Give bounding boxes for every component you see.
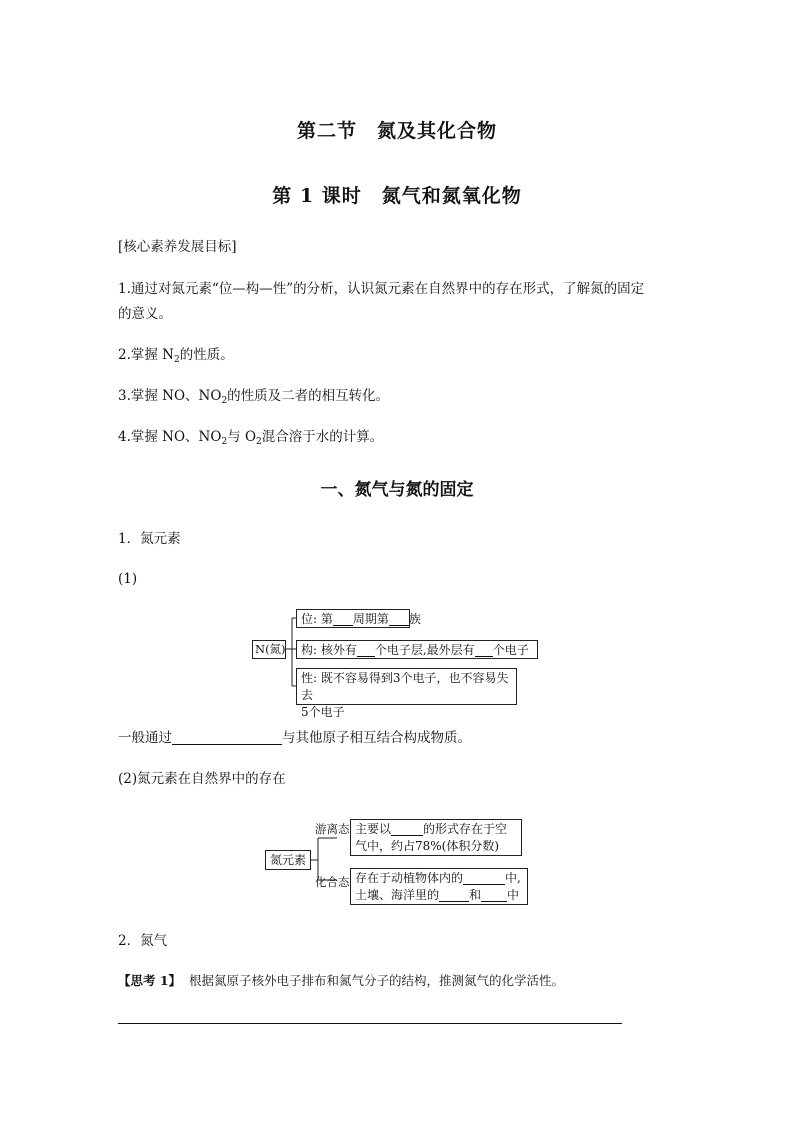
combined-state-text-mid: 中, <box>505 871 521 885</box>
combined-state-label: 化合态 <box>315 875 350 889</box>
free-state-line-2: 气中，约占78%(体积分数) <box>355 839 500 853</box>
bonding-text-end: 与其他原子相互结合构成物质。 <box>282 730 471 746</box>
soil-compound-blank-2[interactable] <box>481 887 507 902</box>
goal-4-text-end: 混合溶于水的计算。 <box>261 429 384 445</box>
nitrogen-element-root-box: 氮元素 <box>265 850 311 870</box>
structure-text-end: 个电子 <box>492 643 529 657</box>
soil-compound-blank-1[interactable] <box>439 887 469 902</box>
position-text-end: 族 <box>408 612 421 626</box>
goal-3-text: 3.掌握 NO、NO <box>118 388 222 404</box>
goal-1-line-2: 的意义。 <box>118 306 172 322</box>
item-1-2-label: (2)氮元素在自然界中的存在 <box>118 771 286 787</box>
position-text: 位: 第 <box>301 612 333 626</box>
organism-compound-blank[interactable] <box>463 870 505 885</box>
item-1-1-label: (1) <box>118 571 138 587</box>
think-1 <box>118 970 564 992</box>
goal-4-subscript-1: 2 <box>221 437 228 447</box>
combined-state-and: 和 <box>469 888 482 902</box>
goal-2-text: 2.掌握 N <box>118 347 174 363</box>
combined-state-text-end: 中 <box>507 888 520 902</box>
combined-state-box <box>350 868 528 905</box>
goal-1-line-1: 1.通过对氮元素“位—构—性”的分析，认识氮元素在自然界中的存在形式，了解氮的固定 <box>118 281 645 297</box>
property-line-2: 5个电子 <box>301 705 345 719</box>
goals-heading: [核心素养发展目标] <box>118 239 237 255</box>
item-1-heading: 1．氮元素 <box>118 531 181 547</box>
structure-text-mid: 个电子层,最外层有 <box>374 643 475 657</box>
free-state-text: 主要以 <box>355 822 392 836</box>
goal-4-subscript-2: 2 <box>256 437 262 447</box>
lesson-title: 第 1 课时 氮气和氮氧化物 <box>272 185 522 207</box>
free-state-label: 游离态 <box>315 822 350 836</box>
free-state-box <box>350 819 522 856</box>
free-form-blank[interactable] <box>391 821 423 836</box>
goal-3-text-end: 的性质及二者的相互转化。 <box>227 388 390 404</box>
combined-state-text-2: 土壤、海洋里的 <box>355 888 440 902</box>
bonding-text: 一般通过 <box>118 730 172 746</box>
nitrogen-root-box: N(氮) <box>252 640 286 659</box>
think-1-label: 【思考 1】 <box>118 973 182 988</box>
goal-3-subscript: 2 <box>221 396 228 406</box>
section-title: 第二节 氮及其化合物 <box>296 120 497 142</box>
think-1-text: 根据氮原子核外电子排布和氮气分子的结构，推测氮气的化学活性。 <box>189 973 565 988</box>
property-line-1: 性: 既不容易得到3个电子，也不容易失去 <box>301 671 509 702</box>
part-1-heading: 一、氮气与氮的固定 <box>320 480 474 500</box>
answer-line[interactable] <box>118 1023 622 1024</box>
goal-4-text: 4.掌握 NO、NO <box>118 429 222 445</box>
structure-text: 构: 核外有 <box>301 643 357 657</box>
combined-state-text: 存在于动植物体内的 <box>355 871 464 885</box>
free-state-text-end: 的形式存在于空 <box>423 822 508 836</box>
item-2-heading: 2．氮气 <box>118 933 168 949</box>
goal-4-text-mid: 与 O <box>227 429 257 445</box>
goal-2-subscript: 2 <box>173 355 180 365</box>
position-text-mid: 周期第 <box>352 612 389 626</box>
goal-2-text-end: 的性质。 <box>179 347 234 363</box>
